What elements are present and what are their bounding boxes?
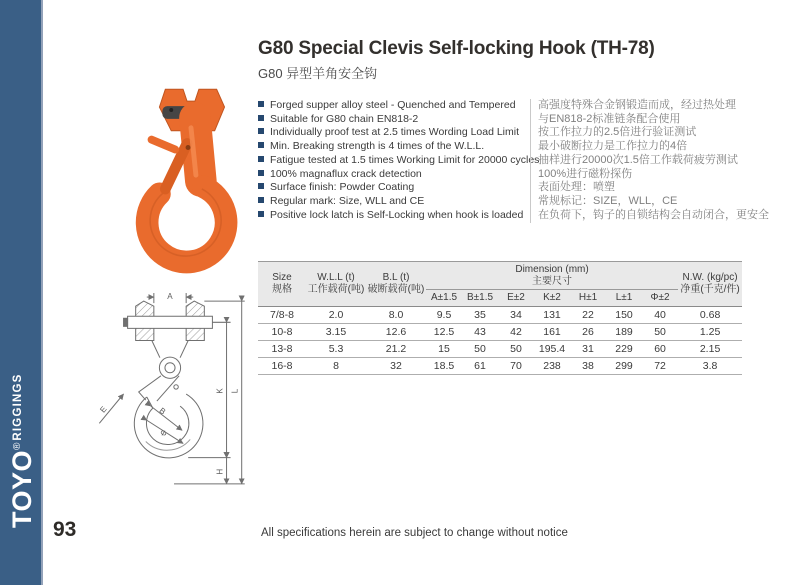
page-subtitle-cn: G80 异型羊角安全钩	[258, 66, 378, 81]
cell: 189	[606, 324, 642, 341]
feature-text: Suitable for G80 chain EN818-2	[270, 112, 419, 125]
registered-trademark-icon: ®	[12, 442, 23, 450]
dim-label-e: E	[98, 404, 109, 415]
spec-table	[258, 261, 742, 375]
bullet-square-icon	[258, 115, 264, 121]
feature-item-cn: 100%进行磁粉探伤	[538, 167, 633, 180]
bullet-square-icon	[258, 142, 264, 148]
cell: 42	[498, 324, 534, 341]
cell: 72	[642, 358, 678, 375]
feature-item	[258, 126, 526, 140]
feature-item	[258, 209, 526, 223]
brand-name: TOYO	[7, 449, 37, 528]
feature-text: 100% magnaflux crack detection	[270, 167, 422, 180]
feature-text: Surface finish: Powder Coating	[270, 181, 415, 194]
cell: 12.6	[366, 324, 426, 341]
brand-sidebar	[0, 0, 43, 585]
feature-item-cn: 在负荷下，钩子的自锁结构会自动闭合，更安全	[538, 208, 769, 221]
cell: 18.5	[426, 358, 462, 375]
cell: 8.0	[366, 307, 426, 324]
col-header-dim-l: L±1	[606, 290, 642, 307]
cell: 31	[570, 341, 606, 358]
cell: 26	[570, 324, 606, 341]
cell: 7/8-8	[258, 307, 306, 324]
col-header-dim-h: H±1	[570, 290, 606, 307]
feature-item	[258, 168, 526, 182]
col-header-nw: N.W. (kg/pc) 净重(千克/件)	[678, 262, 742, 307]
bullet-square-icon	[258, 170, 264, 176]
cell: 21.2	[366, 341, 426, 358]
cell: 3.8	[678, 358, 742, 375]
dim-label-phi: Φ	[158, 427, 169, 439]
col-header-bl: B.L (t) 破断载荷(吨)	[366, 262, 426, 307]
cell: 8	[306, 358, 366, 375]
footer-disclaimer: All specifications herein are subject to change without notice	[261, 527, 568, 539]
feature-item	[258, 113, 526, 127]
feature-item-cn: 高强度特殊合金钢锻造而成，经过热处理	[538, 99, 736, 111]
cell: 238	[534, 358, 570, 375]
dim-label-l: L	[230, 388, 240, 394]
cell: 40	[642, 307, 678, 324]
feature-item	[258, 153, 540, 168]
feature-item-cn: 与EN818-2标准链条配合使用	[538, 112, 681, 125]
cell: 43	[462, 324, 498, 341]
table-row	[258, 307, 742, 324]
cell: 32	[366, 358, 426, 375]
technical-drawing	[86, 290, 254, 497]
cell: 195.4	[534, 341, 570, 358]
feature-text: Positive lock latch is Self-Locking when hook is loaded	[270, 208, 524, 221]
feature-item-cn: 表面处理：喷塑	[538, 181, 615, 194]
cell: 50	[462, 341, 498, 358]
feature-text: Fatigue tested at 1.5 times Working Limit for 20000 cycles	[270, 153, 540, 166]
page-title: G80 Special Clevis Self-locking Hook (TH-78)	[258, 38, 655, 59]
feature-text: Min. Breaking strength is 4 times of the W.L.L.	[270, 140, 485, 153]
feature-item-cn: 抽样进行20000次1.5倍工作载荷疲劳测试	[538, 153, 738, 166]
col-header-dim-b: B±1.5	[462, 290, 498, 307]
feature-item-cn: 最小破断拉力是工作拉力的4倍	[538, 140, 688, 153]
cell: 1.25	[678, 324, 742, 341]
cell: 9.5	[426, 307, 462, 324]
cell: 22	[570, 307, 606, 324]
col-header-dim-a: A±1.5	[426, 290, 462, 307]
cell: 161	[534, 324, 570, 341]
feature-text: Forged supper alloy steel - Quenched and Tempered	[270, 99, 516, 111]
cell: 50	[642, 324, 678, 341]
feature-item	[258, 99, 526, 113]
feature-text: Individually proof test at 2.5 times Wording Load Limit	[270, 126, 520, 139]
cell: 299	[606, 358, 642, 375]
cell: 70	[498, 358, 534, 375]
cell: 34	[498, 307, 534, 324]
feature-item	[258, 140, 526, 154]
feature-list-cn	[538, 99, 790, 222]
col-header-dim-phi: Φ±2	[642, 290, 678, 307]
dim-label-h: H	[215, 468, 225, 475]
cell: 15	[426, 341, 462, 358]
feature-item	[258, 181, 526, 195]
cell: 61	[462, 358, 498, 375]
cell: 131	[534, 307, 570, 324]
cell: 5.3	[306, 341, 366, 358]
bullet-square-icon	[258, 183, 264, 189]
cell: 2.0	[306, 307, 366, 324]
cell: 50	[498, 341, 534, 358]
bullet-square-icon	[258, 128, 264, 134]
feature-list-en	[258, 99, 540, 222]
feature-text: Regular mark: Size, WLL and CE	[270, 194, 425, 207]
feature-item-cn: 常规标记：SIZE，WLL，CE	[538, 194, 678, 207]
feature-item-cn: 按工作拉力的2.5倍进行验证测试	[538, 126, 697, 139]
dim-label-b: B	[157, 406, 168, 417]
bullet-square-icon	[258, 211, 264, 217]
cell: 16-8	[258, 358, 306, 375]
cell: 229	[606, 341, 642, 358]
col-header-wll: W.L.L (t) 工作载荷(吨)	[306, 262, 366, 307]
col-header-dim-e: E±2	[498, 290, 534, 307]
brand-logo	[7, 373, 38, 528]
feature-item	[258, 195, 526, 209]
column-divider	[530, 99, 531, 223]
table-row	[258, 324, 742, 341]
brand-subname: RIGGINGS	[12, 373, 24, 441]
table-row	[258, 358, 742, 375]
cell: 3.15	[306, 324, 366, 341]
bullet-square-icon	[258, 101, 264, 107]
cell: 13-8	[258, 341, 306, 358]
col-header-dimension: Dimension (mm) 主要尺寸	[426, 262, 678, 290]
cell: 38	[570, 358, 606, 375]
col-header-dim-k: K±2	[534, 290, 570, 307]
cell: 60	[642, 341, 678, 358]
col-header-size: Size 规格	[258, 262, 306, 307]
cell: 12.5	[426, 324, 462, 341]
bullet-square-icon	[258, 156, 264, 162]
cell: 10-8	[258, 324, 306, 341]
cell: 0.68	[678, 307, 742, 324]
cell: 35	[462, 307, 498, 324]
dim-label-a: A	[167, 292, 173, 302]
page-number: 93	[53, 518, 77, 541]
table-row	[258, 341, 742, 358]
dim-label-k: K	[215, 388, 225, 394]
cell: 150	[606, 307, 642, 324]
product-photo-hook	[116, 86, 264, 284]
cell: 2.15	[678, 341, 742, 358]
bullet-square-icon	[258, 197, 264, 203]
